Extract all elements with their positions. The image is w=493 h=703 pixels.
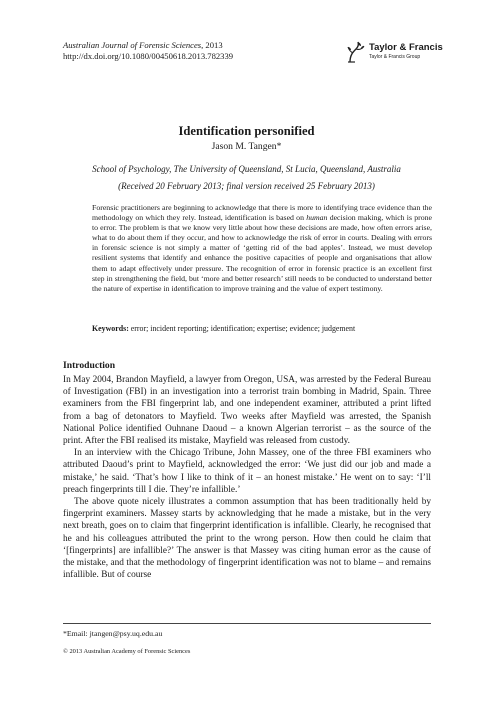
keywords-list: error; incident reporting; identification; expertise; evidence; judgement bbox=[128, 324, 356, 333]
paragraph: In an interview with the Chicago Tribune, John Massey, one of the three FBI examiners who attributed Daoud’s print to Mayfield, acknowledged the error: ‘We just did our job and made a mistake,’ he said. ‘That’s how I like to think of it – an honest mistake.’ He went on to say: ‘I’ll preach fingerprints till I die. They’re infallible.’ bbox=[63, 448, 431, 495]
footnote-divider bbox=[63, 623, 431, 624]
keywords bbox=[92, 324, 432, 334]
body-text bbox=[63, 374, 431, 581]
keywords-label: Keywords: bbox=[92, 324, 129, 333]
author-affiliation: School of Psychology, The University of Queensland, St Lucia, Queensland, Australia bbox=[92, 164, 401, 174]
abstract-text-continued: decision making, which is prone to error. The problem is that we know very little about how these decisions are made, how often errors arise, what to do about them if they occur, and how to acknowledge the risk of error in courts. Dealing with errors in forensic science is not simply a matter of ‘getting rid of the bad apples’. Instead, we must develop resilient systems that identify and enhance the positive capacities of people and organisations that allow them to adapt effectively under pressure. The recognition of error in forensic practice is an excellent first step in strengthening the field, but ‘more and better research’ still needs to be conducted to understand better the nature of expertise in identification to improve training and the value of expert testimony. bbox=[92, 213, 432, 293]
journal-name: Australian Journal of Forensic Sciences bbox=[63, 40, 202, 50]
paragraph: The above quote nicely illustrates a common assumption that has been traditionally held by fingerprint examiners. Massey starts by acknowledging that he made a mistake, but in the very next breath, goes on to claim that fingerprint identification is infallible. Clearly, he recognised that he and his colleagues attributed the print to the wrong person. How then could he claim that ‘[fingerprints] are infallible?’ The answer is that Massey was citing human error as the cause of the mistake, and that the methodology of fingerprint identification was not to blame – and remains infallible. But of course bbox=[63, 497, 431, 581]
journal-header bbox=[63, 40, 233, 62]
article-author: Jason M. Tangen* bbox=[211, 141, 282, 152]
abstract-text: Forensic practitioners are beginning to acknowledge that there is more to identifying trace evidence than the methodology on which they rely. Instead, identification is based on bbox=[92, 203, 432, 223]
article-title: Identification personified bbox=[178, 124, 315, 138]
copyright-notice: © 2013 Australian Academy of Forensic Sciences bbox=[63, 648, 191, 655]
abstract-emphasis: human bbox=[306, 213, 328, 223]
section-heading: Introduction bbox=[63, 360, 116, 371]
received-dates: (Received 20 February 2013; final version received 25 February 2013) bbox=[118, 181, 375, 191]
publisher-name: Taylor & Francis bbox=[369, 42, 443, 53]
doi-link[interactable]: http://dx.doi.org/10.1080/00450618.2013.782339 bbox=[63, 51, 234, 61]
journal-year: , 2013 bbox=[201, 40, 223, 50]
footnote-email: *Email: jtangen@psy.uq.edu.au bbox=[63, 629, 163, 638]
taylor-francis-logo-icon bbox=[346, 41, 366, 63]
paragraph: In May 2004, Brandon Mayfield, a lawyer from Oregon, USA, was arrested by the Federal Bureau of Investigation (FBI) in an investigation into a terrorist train bombing in Madrid, Spain. Three examiners from the FBI fingerprint lab, and one independent examiner, attributed a print lifted from a bag of detonators to Mayfield. Two weeks after Mayfield was arrested, the Spanish National Police identified Ouhnane Daoud – a known Algerian terrorist – as the source of the print. After the FBI realised its mistake, Mayfield was released from custody. bbox=[63, 375, 431, 447]
abstract bbox=[92, 203, 432, 294]
publisher-group: Taylor & Francis Group bbox=[369, 54, 421, 60]
publisher-logo bbox=[346, 39, 441, 65]
